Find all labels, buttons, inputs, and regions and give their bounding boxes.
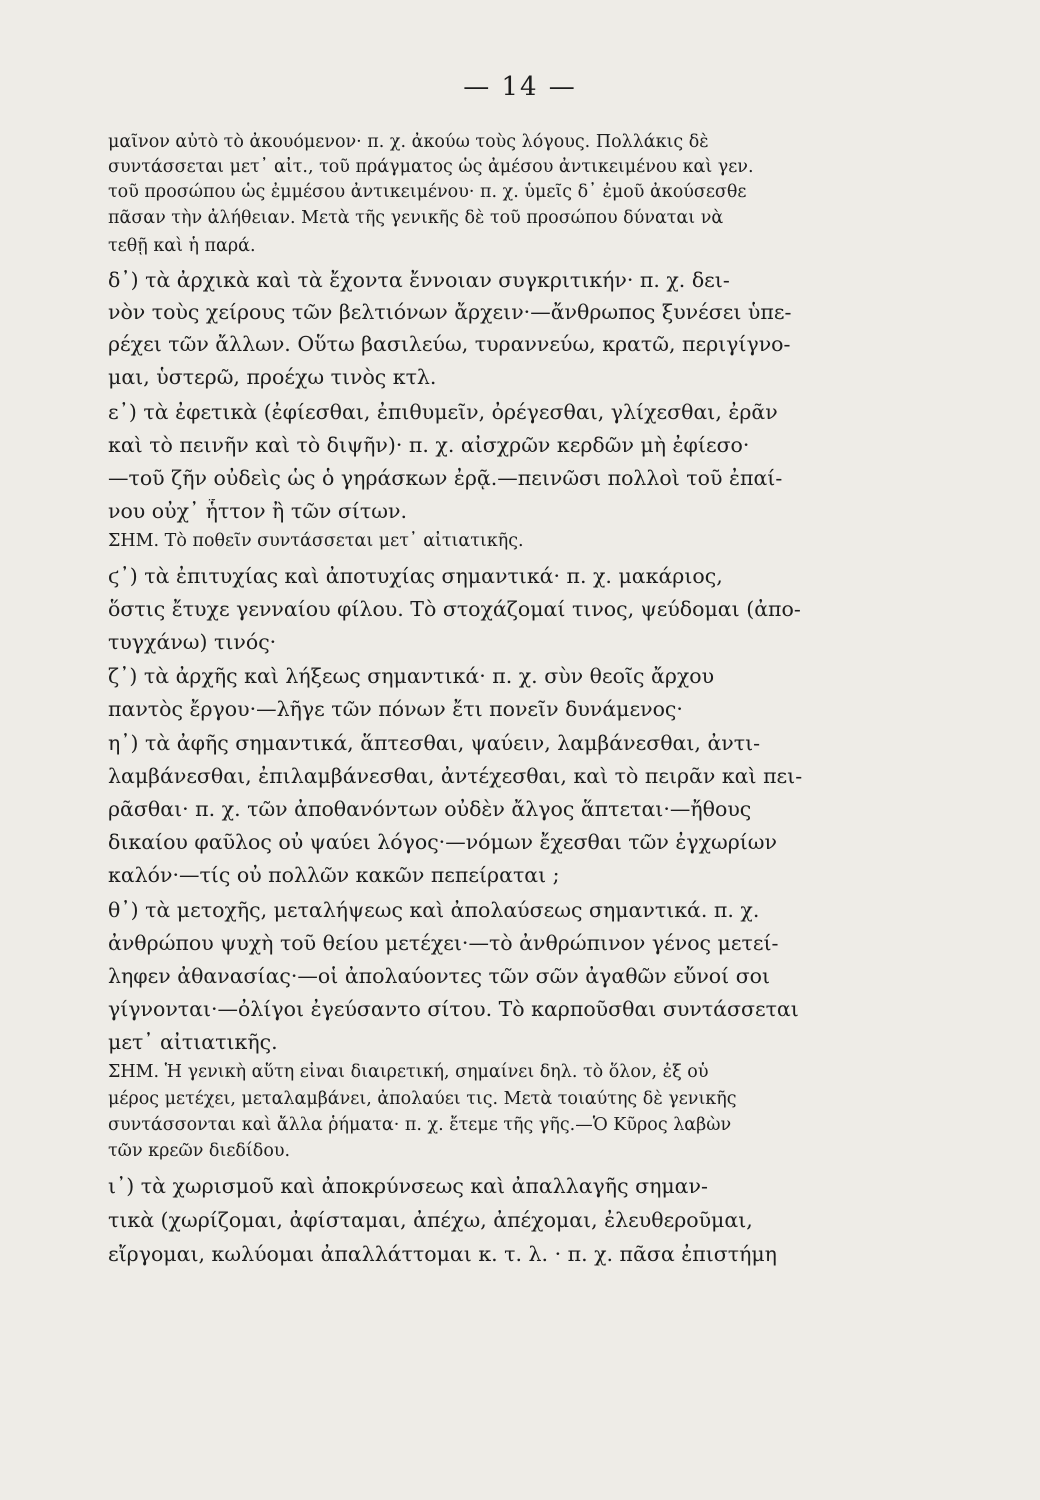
text-line: ὅστις ἔτυχε γενναίου φίλου. Τὸ στοχάζομαί τινος, ψεύδομαι (ἀπο-: [108, 597, 801, 621]
text-line: τικὰ (χωρίζομαι, ἀφίσταμαι, ἀπέχω, ἀπέχομαι, ἐλευθεροῦμαι,: [108, 1208, 753, 1232]
text-line: νου οὐχ᾽ ἧττον ἢ τῶν σίτων.: [108, 499, 407, 523]
text-line: λαμβάνεσθαι, ἐπιλαμβάνεσθαι, ἀντέχεσθαι, καὶ τὸ πειρᾶν καὶ πει-: [108, 764, 803, 788]
text-line: ι᾽) τὰ χωρισμοῦ καὶ ἀποκρύνσεως καὶ ἀπαλλαγῆς σημαν-: [108, 1174, 708, 1198]
text-line: μαι, ὑστερῶ, προέχω τινὸς κτλ.: [108, 365, 437, 389]
text-line: ϛ᾽) τὰ ἐπιτυχίας καὶ ἀποτυχίας σημαντικά· π. χ. μακάριος,: [108, 564, 723, 588]
text-line: δικαίου φαῦλος οὐ ψαύει λόγος·—νόμων ἔχεσθαι τῶν ἐγχωρίων: [108, 830, 777, 854]
text-line: καλόν·—τίς οὐ πολλῶν κακῶν πεπείραται ;: [108, 863, 560, 887]
text-line: συντάσσονται καὶ ἄλλα ῥήματα· π. χ. ἔτεμε τῆς γῆς.—Ὁ Κῦρος λαβὼν: [108, 1115, 732, 1135]
text-line: μέρος μετέχει, μεταλαμβάνει, ἀπολαύει τις. Μετὰ τοιαύτης δὲ γενικῆς: [108, 1089, 737, 1109]
text-line: ληφεν ἀθανασίας·—οἱ ἀπολαύοντες τῶν σῶν ἀγαθῶν εὔνοί σοι: [108, 964, 771, 988]
text-line: τεθῇ καὶ ἡ παρά.: [108, 236, 256, 256]
text-line: μετ᾽ αἰτιατικῆς.: [108, 1030, 278, 1054]
text-line: τοῦ προσώπου ὡς ἐμμέσου ἀντικειμένου· π. χ. ὑμεῖς δ᾽ ἐμοῦ ἀκούσεσθε: [108, 182, 747, 202]
text-line: ΣΗΜ. Ἡ γενικὴ αὕτη εἶναι διαιρετική, σημαίνει δηλ. τὸ ὅλον, ἐξ οὗ: [108, 1062, 709, 1082]
page-number: — 14 —: [463, 72, 577, 102]
text-line: εἴργομαι, κωλύομαι ἀπαλλάττομαι κ. τ. λ. · π. χ. πᾶσα ἐπιστήμη: [108, 1242, 777, 1266]
text-line: καὶ τὸ πεινῆν καὶ τὸ διψῆν)· π. χ. αἰσχρῶν κερδῶν μὴ ἐφίεσο·: [108, 433, 750, 457]
text-line: παντὸς ἔργου·—λῆγε τῶν πόνων ἔτι πονεῖν δυνάμενος·: [108, 697, 683, 721]
text-line: δ᾽) τὰ ἀρχικὰ καὶ τὰ ἔχοντα ἔννοιαν συγκριτικήν· π. χ. δει-: [108, 268, 730, 292]
text-line: γίγνονται·—ὀλίγοι ἐγεύσαντο σίτου. Τὸ καρποῦσθαι συντάσσεται: [108, 997, 799, 1021]
text-line: ρᾶσθαι· π. χ. τῶν ἀποθανόντων οὐδὲν ἄλγος ἅπτεται·—ἤθους: [108, 797, 752, 821]
text-line: —τοῦ ζῆν οὐδεὶς ὡς ὁ γηράσκων ἐρᾷ.—πεινῶσι πολλοὶ τοῦ ἐπαί-: [108, 466, 783, 490]
text-line: μαῖνον αὐτὸ τὸ ἀκουόμενον· π. χ. ἀκούω τοὺς λόγους. Πολλάκις δὲ: [108, 132, 709, 152]
text-line: τυγχάνω) τινός·: [108, 630, 277, 654]
text-line: η᾽) τὰ ἀφῆς σημαντικά, ἅπτεσθαι, ψαύειν, λαμβάνεσθαι, ἀντι-: [108, 731, 761, 755]
text-line: ε᾽) τὰ ἐφετικὰ (ἐφίεσθαι, ἐπιθυμεῖν, ὀρέγεσθαι, γλίχεσθαι, ἐρᾶν: [108, 400, 778, 424]
text-line: νὸν τοὺς χείρους τῶν βελτιόνων ἄρχειν·—ἄνθρωπος ξυνέσει ὑπε-: [108, 300, 792, 324]
text-line: ἀνθρώπου ψυχὴ τοῦ θείου μετέχει·—τὸ ἀνθρώπινον γένος μετεί-: [108, 931, 779, 955]
text-line: συντάσσεται μετ᾽ αἰτ., τοῦ πράγματος ὡς ἀμέσου ἀντικειμένου καὶ γεν.: [108, 157, 754, 177]
text-line: ρέχει τῶν ἄλλων. Οὕτω βασιλεύω, τυραννεύω, κρατῶ, περιγίγνο-: [108, 332, 791, 356]
text-line: ΣΗΜ. Τὸ ποθεῖν συντάσσεται μετ᾽ αἰτιατικῆς.: [108, 531, 524, 551]
text-line: πᾶσαν τὴν ἀλήθειαν. Μετὰ τῆς γενικῆς δὲ τοῦ προσώπου δύναται νὰ: [108, 208, 724, 228]
text-line: τῶν κρεῶν διεδίδου.: [108, 1141, 291, 1161]
text-line: θ᾽) τὰ μετοχῆς, μεταλήψεως καὶ ἀπολαύσεως σημαντικά. π. χ.: [108, 898, 760, 922]
text-line: ζ᾽) τὰ ἀρχῆς καὶ λήξεως σημαντικά· π. χ. σὺν θεοῖς ἄρχου: [108, 664, 715, 688]
